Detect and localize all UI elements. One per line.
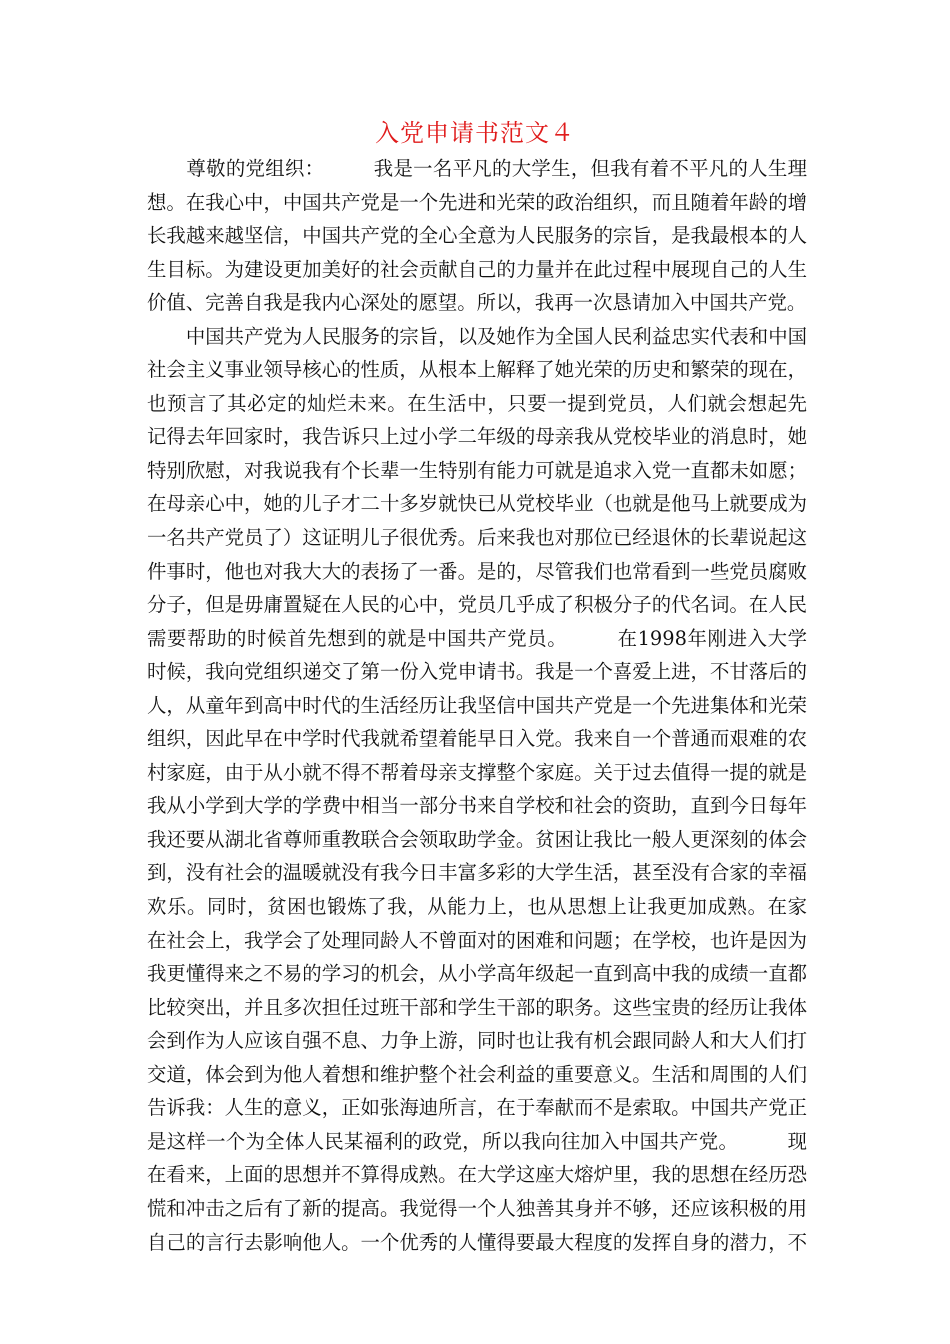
body-line: 尊敬的党组织： 我是一名平凡的大学生，但我有着不平凡的人生理	[147, 157, 807, 180]
document-body	[147, 152, 807, 1259]
body-line: 价值、完善自我是我内心深处的愿望。所以，我再一次恳请加入中国共产党。	[147, 291, 807, 315]
body-line: 我还要从湖北省尊师重教联合会领取助学金。贫困让我比一般人更深刻的体会	[147, 827, 807, 851]
body-line: 在社会上，我学会了处理同龄人不曾面对的困难和问题；在学校，也许是因为	[147, 928, 807, 952]
body-line: 记得去年回家时，我告诉只上过小学二年级的母亲我从党校毕业的消息时，她	[147, 425, 807, 449]
body-line: 想。在我心中，中国共产党是一个先进和光荣的政治组织，而且随着年龄的增	[147, 190, 807, 214]
body-line: 比较突出，并且多次担任过班干部和学生干部的职务。这些宝贵的经历让我体	[147, 995, 807, 1019]
body-line: 交道，体会到为他人着想和维护整个社会利益的重要意义。生活和周围的人们	[147, 1062, 807, 1086]
body-line: 需要帮助的时候首先想到的就是中国共产党员。 在1998年刚进入大学	[147, 626, 807, 650]
body-line: 是这样一个为全体人民某福利的政党，所以我向往加入中国共产党。 现	[147, 1129, 807, 1153]
body-line: 村家庭，由于从小就不得不帮着母亲支撑整个家庭。关于过去值得一提的就是	[147, 760, 807, 784]
body-line: 告诉我：人生的意义，正如张海迪所言，在于奉献而不是索取。中国共产党正	[147, 1096, 807, 1120]
body-line: 一名共产党员了）这证明儿子很优秀。后来我也对那位已经退休的长辈说起这	[147, 526, 807, 550]
body-line: 也预言了其必定的灿烂未来。在生活中，只要一提到党员，人们就会想起先	[147, 391, 807, 415]
body-line: 件事时，他也对我大大的表扬了一番。是的，尽管我们也常看到一些党员腐败	[147, 559, 807, 583]
body-line: 在看来，上面的思想并不算得成熟。在大学这座大熔炉里，我的思想在经历恐	[147, 1163, 807, 1187]
body-line: 到，没有社会的温暖就没有我今日丰富多彩的大学生活，甚至没有合家的幸福	[147, 861, 807, 885]
body-line: 长我越来越坚信，中国共产党的全心全意为人民服务的宗旨，是我最根本的人	[147, 224, 807, 248]
body-line: 人，从童年到高中时代的生活经历让我坚信中国共产党是一个先进集体和光荣	[147, 693, 807, 717]
body-line: 分子，但是毋庸置疑在人民的心中，党员几乎成了积极分子的代名词。在人民	[147, 593, 807, 617]
document-title: 入党申请书范文４	[375, 119, 575, 147]
body-line: 在母亲心中，她的儿子才二十多岁就快已从党校毕业（也就是他马上就要成为	[147, 492, 807, 516]
body-line: 组织，因此早在中学时代我就希望着能早日入党。我来自一个普通而艰难的农	[147, 727, 807, 751]
body-line: 特别欣慰，对我说我有个长辈一生特别有能力可就是追求入党一直都未如愿；	[147, 458, 807, 482]
body-line: 我更懂得来之不易的学习的机会，从小学高年级起一直到高中我的成绩一直都	[147, 962, 807, 986]
body-line: 时候，我向党组织递交了第一份入党申请书。我是一个喜爱上进，不甘落后的	[147, 660, 807, 684]
body-line: 自己的言行去影响他人。一个优秀的人懂得要最大程度的发挥自身的潜力，不	[147, 1230, 807, 1254]
body-line: 中国共产党为人民服务的宗旨，以及她作为全国人民利益忠实代表和中国	[147, 324, 807, 348]
body-line: 慌和冲击之后有了新的提高。我觉得一个人独善其身并不够，还应该积极的用	[147, 1196, 807, 1220]
body-line: 生目标。为建设更加美好的社会贡献自己的力量并在此过程中展现自己的人生	[147, 257, 807, 281]
body-line: 社会主义事业领导核心的性质，从根本上解释了她光荣的历史和繁荣的现在，	[147, 358, 807, 382]
body-line: 欢乐。同时，贫困也锻炼了我，从能力上，也从思想上让我更加成熟。在家	[147, 895, 807, 919]
body-line: 会到作为人应该自强不息、力争上游，同时也让我有机会跟同龄人和大人们打	[147, 1029, 807, 1053]
body-line: 我从小学到大学的学费中相当一部分书来自学校和社会的资助，直到今日每年	[147, 794, 807, 818]
